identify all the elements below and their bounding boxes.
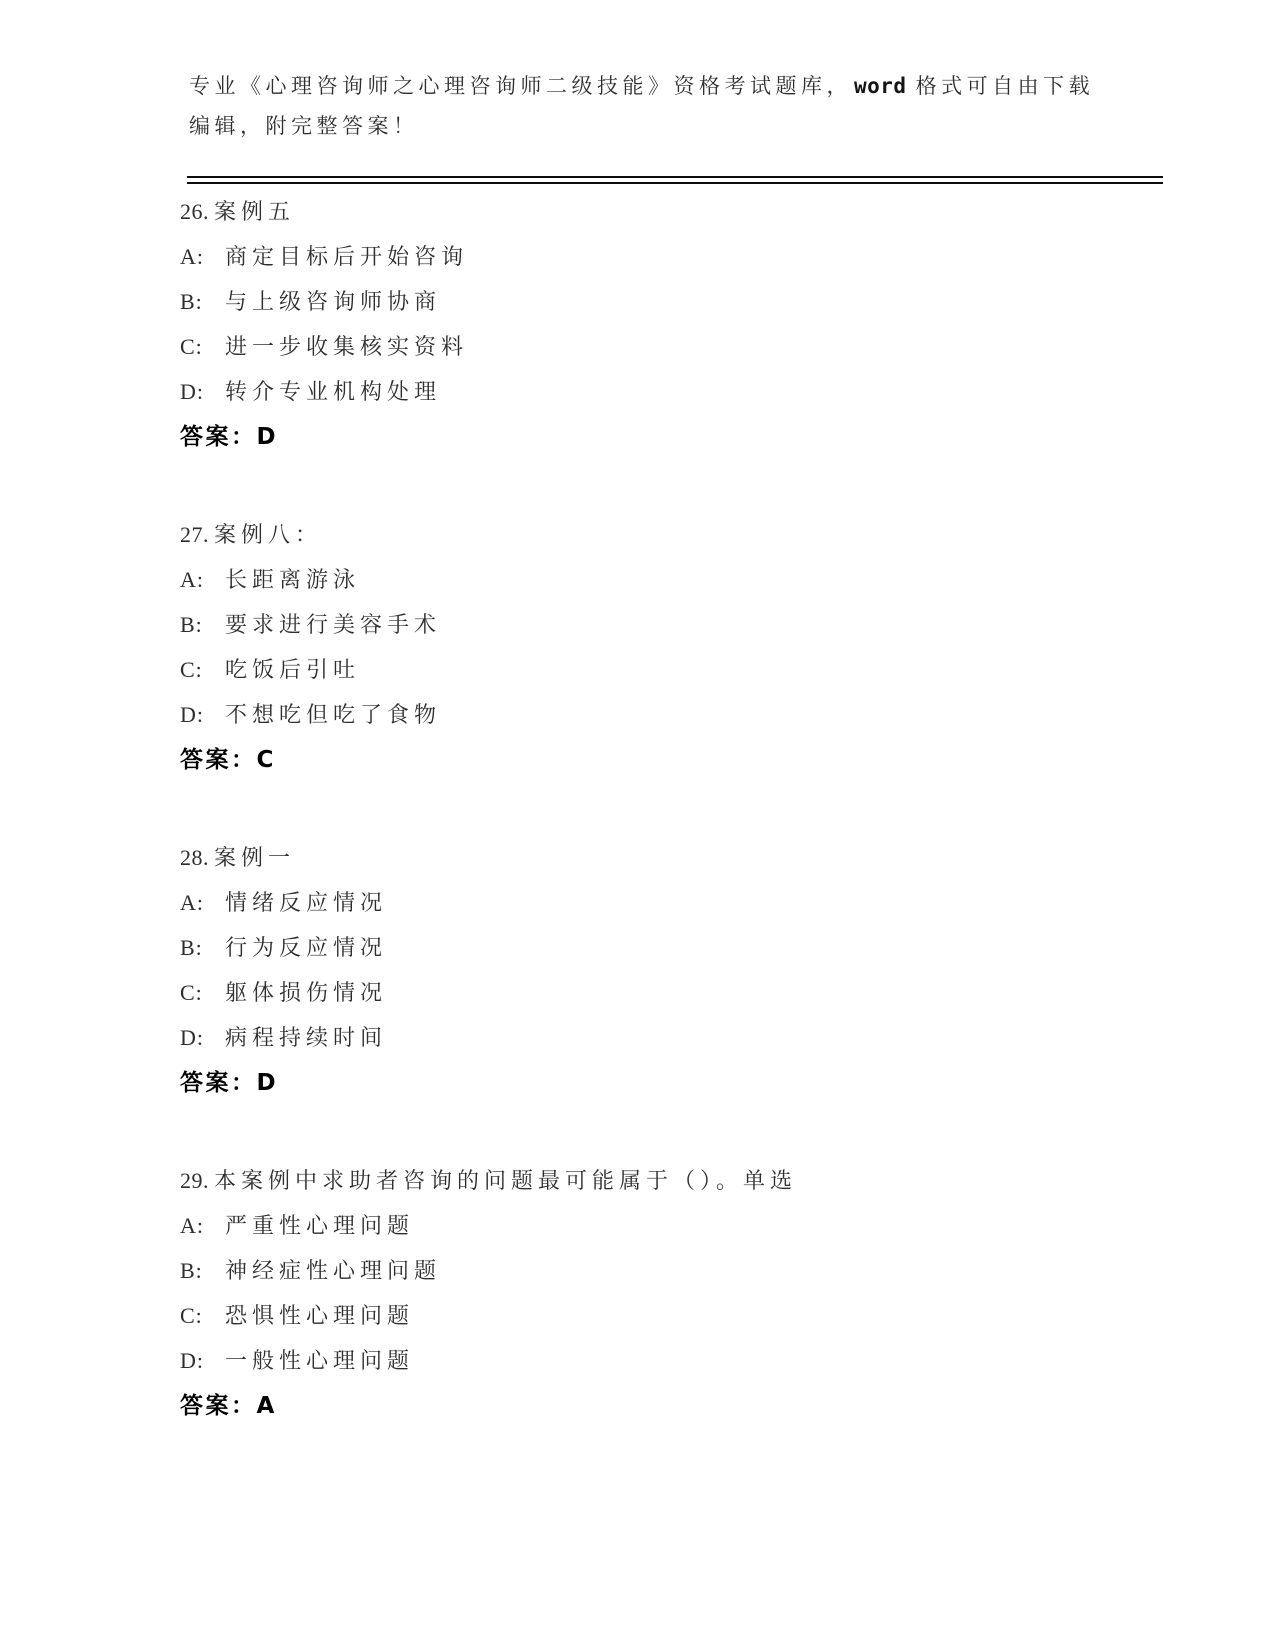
option-a: [180, 1203, 1140, 1248]
option-label: B:: [180, 935, 203, 960]
option-c: [180, 324, 1140, 369]
option-text: 神经症性心理问题: [225, 1258, 442, 1283]
option-text: 吃饭后引吐: [225, 657, 361, 682]
option-text: 与上级咨询师协商: [225, 289, 442, 314]
answer-value: A: [256, 1393, 275, 1419]
option-a: [180, 557, 1140, 602]
option-text: 长距离游泳: [225, 567, 361, 592]
answer-value: C: [256, 747, 274, 773]
option-label: A:: [180, 567, 204, 592]
option-text: 严重性心理问题: [225, 1213, 415, 1238]
option-label: A:: [180, 244, 204, 269]
header-line-1: [189, 66, 1139, 106]
question-title: [180, 1158, 1140, 1203]
option-text: 不想吃但吃了食物: [225, 702, 442, 727]
option-text: 病程持续时间: [225, 1025, 388, 1050]
option-b: [180, 925, 1140, 970]
option-a: [180, 880, 1140, 925]
question-block-26: [180, 189, 1140, 459]
question-title-text: 案例八：: [214, 522, 323, 547]
answer-line: [180, 1383, 1140, 1428]
option-b: [180, 602, 1140, 647]
question-number: 26.: [180, 199, 209, 224]
option-b: [180, 1248, 1140, 1293]
answer-label: 答案：: [180, 1070, 257, 1095]
option-text: 进一步收集核实资料: [225, 334, 469, 359]
answer-line: [180, 737, 1140, 782]
option-label: C:: [180, 334, 203, 359]
answer-line: [180, 414, 1140, 459]
option-label: A:: [180, 890, 204, 915]
option-a: [180, 234, 1140, 279]
question-block-27: [180, 512, 1140, 782]
option-text: 行为反应情况: [225, 935, 388, 960]
question-title: [180, 512, 1140, 557]
option-c: [180, 1293, 1140, 1338]
option-label: B:: [180, 612, 203, 637]
header-text-before: 专业《心理咨询师之心理咨询师二级技能》资格考试题库，: [189, 74, 852, 98]
option-d: [180, 1338, 1140, 1383]
option-label: C:: [180, 980, 203, 1005]
answer-value: D: [256, 1070, 276, 1096]
option-text: 一般性心理问题: [225, 1348, 415, 1373]
option-text: 躯体损伤情况: [225, 980, 388, 1005]
answer-line: [180, 1060, 1140, 1105]
option-label: C:: [180, 657, 203, 682]
answer-label: 答案：: [180, 747, 257, 772]
question-number: 29.: [180, 1168, 209, 1193]
option-label: B:: [180, 1258, 203, 1283]
option-text: 要求进行美容手术: [225, 612, 442, 637]
header-text-after: 格式可自由下载: [915, 74, 1095, 98]
option-d: [180, 369, 1140, 414]
option-d: [180, 692, 1140, 737]
option-text: 情绪反应情况: [225, 890, 388, 915]
option-label: A:: [180, 1213, 204, 1238]
option-b: [180, 279, 1140, 324]
option-c: [180, 970, 1140, 1015]
question-title-text: 案例五: [214, 199, 296, 224]
question-block-28: [180, 835, 1140, 1105]
question-block-29: [180, 1158, 1140, 1428]
answer-value: D: [256, 424, 276, 450]
option-label: C:: [180, 1303, 203, 1328]
document-header: [189, 66, 1139, 146]
answer-label: 答案：: [180, 424, 257, 449]
question-title-text: 本案例中求助者咨询的问题最可能属于（）。单选: [214, 1168, 798, 1193]
option-label: B:: [180, 289, 203, 314]
option-text: 商定目标后开始咨询: [225, 244, 469, 269]
header-divider-rule: [187, 176, 1163, 184]
option-label: D:: [180, 1348, 204, 1373]
header-line-2: 编辑，附完整答案！: [189, 114, 419, 138]
option-text: 恐惧性心理问题: [225, 1303, 415, 1328]
option-label: D:: [180, 1025, 204, 1050]
answer-label: 答案：: [180, 1393, 257, 1418]
option-c: [180, 647, 1140, 692]
word-format-token: word: [854, 74, 907, 98]
question-title: [180, 835, 1140, 880]
questions-content: [180, 189, 1140, 1481]
option-label: D:: [180, 702, 204, 727]
option-text: 转介专业机构处理: [225, 379, 442, 404]
question-title: [180, 189, 1140, 234]
question-number: 28.: [180, 845, 209, 870]
question-title-text: 案例一: [214, 845, 296, 870]
option-d: [180, 1015, 1140, 1060]
option-label: D:: [180, 379, 204, 404]
question-number: 27.: [180, 522, 209, 547]
